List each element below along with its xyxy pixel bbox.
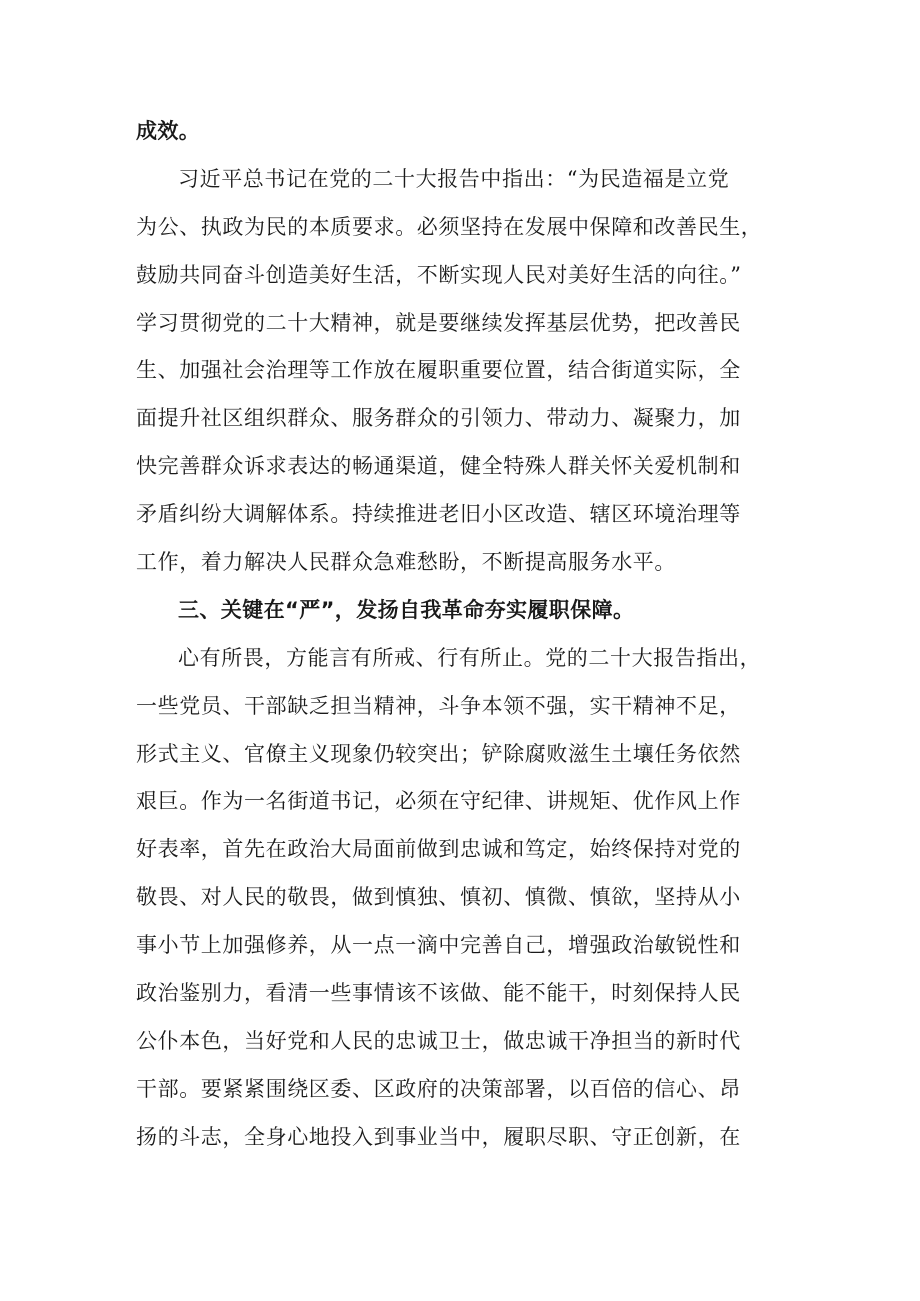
text-line: 快完善群众诉求表达的畅通渠道，健全特殊人群关怀关爱机制和	[136, 454, 741, 479]
paragraph-first-line: 心有所畏，方能言有所戒、行有所止。党的二十大报告指出，	[178, 645, 762, 670]
paragraph-first-line: 习近平总书记在党的二十大报告中指出：“为民造福是立党	[178, 166, 730, 191]
text-line: 干部。要紧紧围绕区委、区政府的决策部署，以百倍的信心、昂	[136, 1076, 741, 1101]
text-line: 鼓励共同奋斗创造美好生活，不断实现人民对美好生活的向往。”	[136, 262, 742, 287]
text-line: 为公、执政为民的本质要求。必须坚持在发展中保障和改善民生，	[136, 214, 763, 239]
text-line: 一些党员、干部缺乏担当精神，斗争本领不强，实干精神不足，	[136, 693, 741, 718]
text-line: 生、加强社会治理等工作放在履职重要位置，结合街道实际，全	[136, 358, 741, 383]
text-line: 矛盾纠纷大调解体系。持续推进老旧小区改造、辖区环境治理等	[136, 502, 741, 527]
text-line: 学习贯彻党的二十大精神，就是要继续发挥基层优势，把改善民	[136, 310, 741, 335]
section-heading: 三、关键在“严”，发扬自我革命夯实履职保障。	[178, 597, 635, 622]
text-line: 敬畏、对人民的敬畏，做到慎独、慎初、慎微、慎欲，坚持从小	[136, 885, 741, 910]
text-line: 公仆本色，当好党和人民的忠诚卫士，做忠诚干净担当的新时代	[136, 1028, 741, 1053]
text-line: 扬的斗志，全身心地投入到事业当中，履职尽职、守正创新，在	[136, 1124, 741, 1149]
text-line: 艰巨。作为一名街道书记，必须在守纪律、讲规矩、优作风上作	[136, 789, 741, 814]
text-line-continuation: 成效。	[136, 119, 201, 143]
text-line: 好表率，首先在政治大局面前做到忠诚和笃定，始终保持对党的	[136, 837, 741, 862]
text-line: 形式主义、官僚主义现象仍较突出；铲除腐败滋生土壤任务依然	[136, 741, 741, 766]
text-line: 面提升社区组织群众、服务群众的引领力、带动力、凝聚力，加	[136, 406, 741, 431]
document-body	[136, 108, 796, 1162]
text-line: 事小节上加强修养，从一点一滴中完善自己，增强政治敏锐性和	[136, 933, 741, 958]
text-line: 工作，着力解决人民群众急难愁盼，不断提高服务水平。	[136, 550, 676, 575]
text-line: 政治鉴别力，看清一些事情该不该做、能不能干，时刻保持人民	[136, 981, 741, 1006]
